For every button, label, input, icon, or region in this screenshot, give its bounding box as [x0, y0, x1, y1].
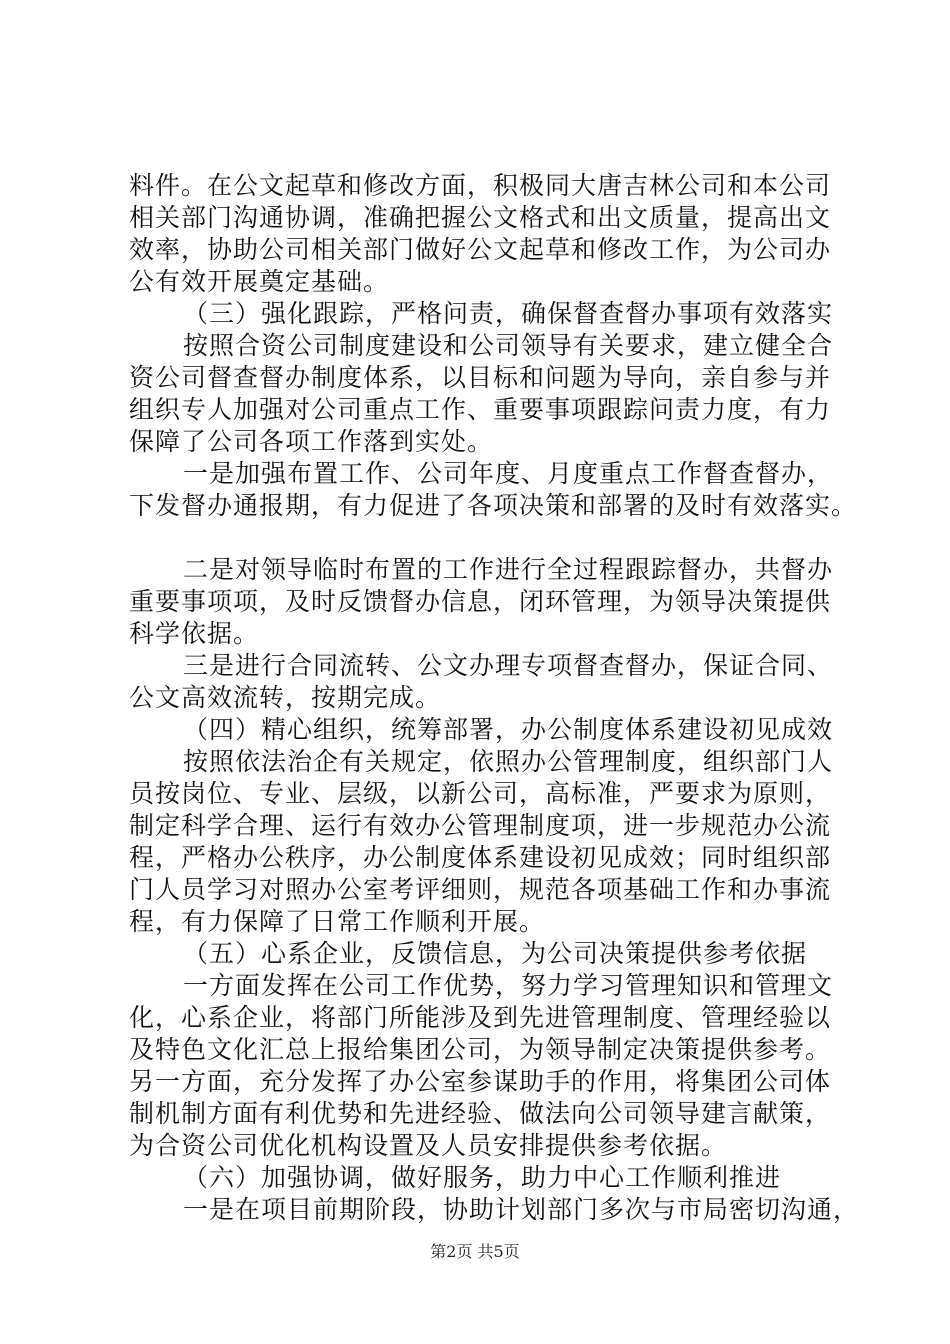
section-heading-5: （五）心系企业，反馈信息，为公司决策提供参考依据	[183, 939, 808, 968]
text-line: 二是对领导临时布置的工作进行全过程跟踪督办，共督办	[183, 555, 834, 584]
section-heading-4: （四）精心组织，统筹部署，办公制度体系建设初见成效	[183, 715, 834, 744]
blank-line	[129, 522, 839, 554]
text-line: 另一方面，充分发挥了办公室参谋助手的作用，将集团公司体	[129, 1067, 832, 1096]
text-line: 按照依法治企有关规定，依照办公管理制度，组织部门人	[183, 747, 834, 776]
text-line: 为合资公司优化机构设置及人员安排提供参考依据。	[129, 1131, 728, 1160]
text-line: 程，有力保障了日常工作顺利开展。	[129, 907, 546, 936]
text-line: 程，严格办公秩序，办公制度体系建设初见成效；同时组织部	[129, 843, 832, 872]
text-line: 制机制方面有利优势和先进经验、做法向公司领导建言献策，	[129, 1099, 832, 1128]
text-line: 保障了公司各项工作落到实处。	[129, 427, 494, 456]
text-line: 制定科学合理、运行有效办公管理制度项，进一步规范办公流	[129, 811, 832, 840]
text-line: 三是进行合同流转、公文办理专项督查督办，保证合同、	[183, 651, 834, 680]
text-line: 科学依据。	[129, 619, 260, 648]
text-line: 资公司督查督办制度体系，以目标和问题为导向，亲自参与并	[129, 363, 832, 392]
text-line: 及特色文化汇总上报给集团公司，为领导制定决策提供参考。	[129, 1035, 832, 1064]
text-line: 一是在项目前期阶段，协助计划部门多次与市局密切沟通，	[183, 1195, 860, 1224]
text-line: 重要事项项，及时反馈督办信息，闭环管理，为领导决策提供	[129, 587, 832, 616]
text-line: 公有效开展奠定基础。	[129, 267, 390, 296]
text-line: 相关部门沟通协调，准确把握公文格式和出文质量，提高出文	[129, 203, 832, 232]
section-heading-6: （六）加强协调，做好服务，助力中心工作顺利推进	[183, 1163, 782, 1192]
body-text	[129, 170, 860, 1226]
page-footer: 第2页 共5页	[430, 1242, 520, 1261]
text-line: 公文高效流转，按期完成。	[129, 683, 442, 712]
text-line: 员按岗位、专业、层级，以新公司，高标准，严要求为原则，	[129, 779, 832, 808]
text-line: 料件。在公文起草和修改方面，积极同大唐吉林公司和本公司	[129, 171, 832, 200]
text-line: 一是加强布置工作、公司年度、月度重点工作督查督办，	[183, 459, 834, 488]
text-line: 组织专人加强对公司重点工作、重要事项跟踪问责力度，有力	[129, 395, 832, 424]
text-line: 化，心系企业，将部门所能涉及到先进管理制度、管理经验以	[129, 1003, 832, 1032]
text-line: 一方面发挥在公司工作优势，努力学习管理知识和管理文	[183, 971, 834, 1000]
text-line: 效率，协助公司相关部门做好公文起草和修改工作，为公司办	[129, 235, 832, 264]
text-line: 下发督办通报期，有力促进了各项决策和部署的及时有效落实。	[129, 491, 858, 520]
section-heading-3: （三）强化跟踪，严格问责，确保督查督办事项有效落实	[183, 299, 834, 328]
text-line: 门人员学习对照办公室考评细则，规范各项基础工作和办事流	[129, 875, 832, 904]
text-line: 按照合资公司制度建设和公司领导有关要求，建立健全合	[183, 331, 834, 360]
